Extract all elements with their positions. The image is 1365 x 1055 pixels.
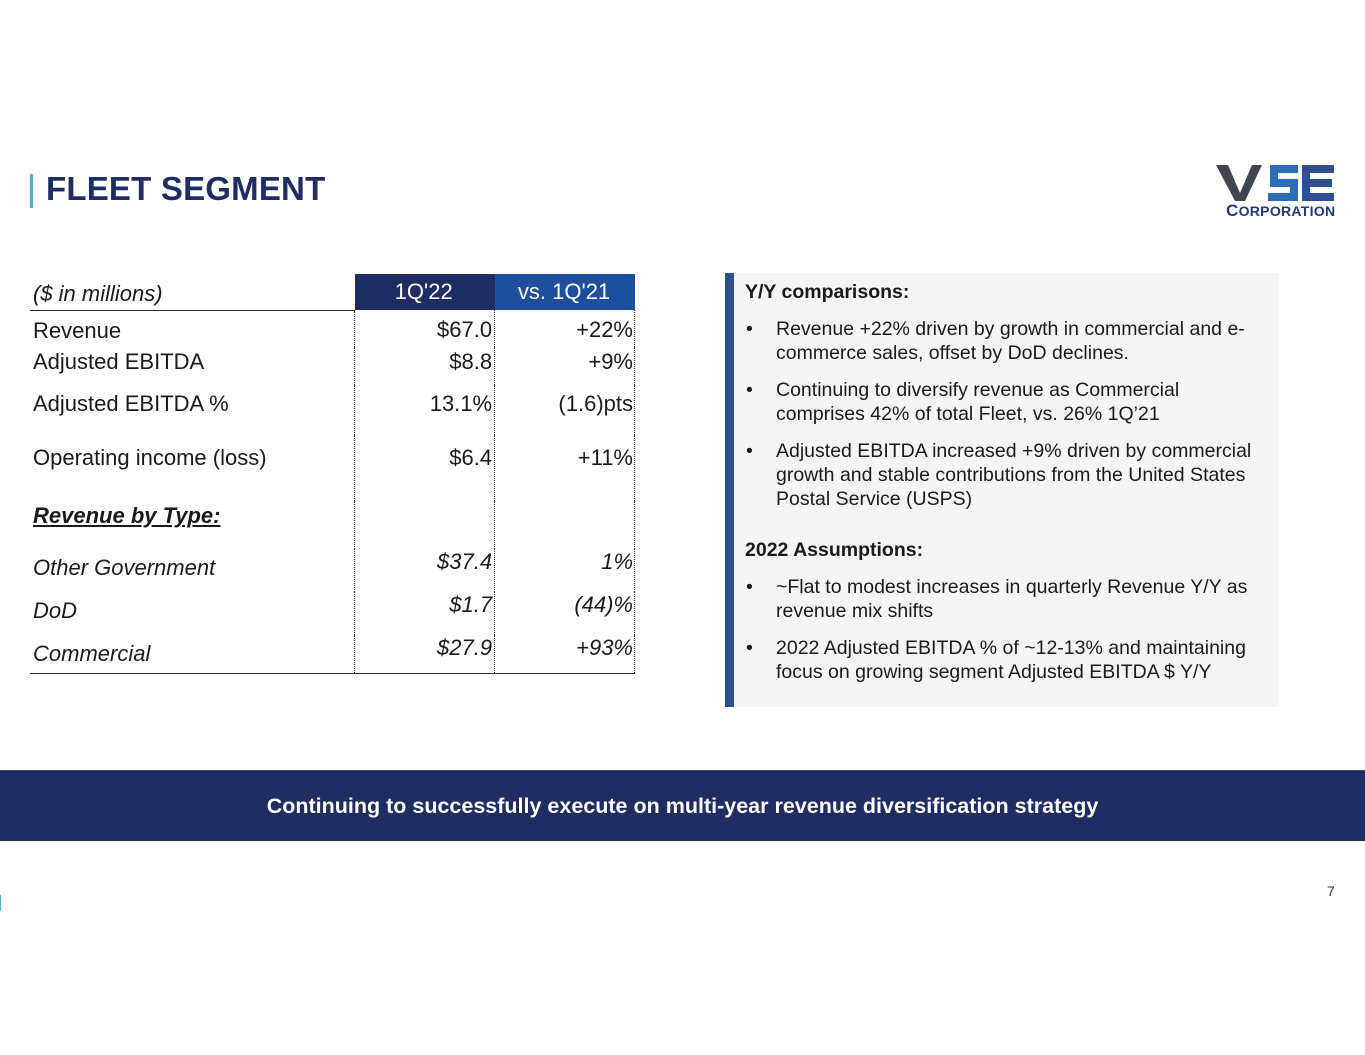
title-accent-bar [30,174,33,208]
key-message-banner: Continuing to successfully execute on multi-year revenue diversification strategy [0,770,1365,841]
bullet-icon: • [746,576,753,598]
row-value: $27.9 [355,635,495,673]
yy-comparisons-heading: Y/Y comparisons: [745,281,910,303]
table-row [30,347,635,385]
list-item: • Continuing to diversify revenue as Commercial comprises 42% of total Fleet, vs. 26% 1Q’21 [746,379,1180,425]
col-header-1q22: 1Q'22 [355,274,495,310]
table-header-row [30,274,635,310]
row-change: +9% [495,347,635,385]
row-change: +93% [495,635,635,673]
table-row [30,385,635,435]
financial-table [30,274,635,674]
list-item: • ~Flat to modest increases in quarterly Revenue Y/Y as revenue mix shifts [746,576,1248,622]
bullet-icon: • [746,379,753,401]
row-label: Adjusted EBITDA [33,349,205,374]
row-change: +22% [495,310,635,347]
revenue-by-type-label: Revenue by Type: [33,503,221,528]
col-header-vs-1q21: vs. 1Q'21 [495,274,635,310]
table-row [30,592,635,635]
table-row [30,310,635,347]
bullet-icon: • [746,637,753,659]
table-row [30,635,635,673]
row-label: Adjusted EBITDA % [33,391,229,416]
vse-logo [1214,163,1338,221]
row-label: Revenue [33,317,122,343]
row-change: (44)% [495,592,635,635]
page-title: FLEET SEGMENT [46,170,326,207]
list-item: • Adjusted EBITDA increased +9% driven by commercial growth and stable contributions from the United States Postal Service (USPS) [746,440,1252,510]
row-label: Commercial [30,635,355,673]
row-label: DoD [33,598,78,623]
row-value: $37.4 [355,549,495,592]
list-item: • 2022 Adjusted EBITDA % of ~12-13% and maintaining focus on growing segment Adjusted EBITDA $ Y/Y [746,637,1246,683]
row-value: $8.8 [355,347,495,385]
list-item: • Revenue +22% driven by growth in commercial and e-commerce sales, offset by DoD declines. [746,318,1245,364]
row-value: 13.1% [355,385,495,435]
row-value: $1.7 [355,592,495,635]
table-row [30,435,635,501]
edge-accent-mark [0,895,1,911]
row-label: Operating income (loss) [33,445,267,470]
row-value: $6.4 [355,435,495,501]
vse-logo-mark [1214,163,1338,203]
row-label: Other Government [33,555,216,580]
page-number: 7 [1327,883,1335,899]
row-change: 1% [495,549,635,592]
logo-corporation-text: CORPORATION [1226,201,1336,220]
section-row [30,501,635,549]
assumptions-heading: 2022 Assumptions: [745,539,924,561]
commentary-panel [725,273,1279,707]
table-row [30,549,635,592]
bullet-icon: • [746,440,753,462]
yy-bullet-list [745,317,1273,511]
unit-label: ($ in millions) [30,274,355,310]
row-change: +11% [495,435,635,501]
row-change: (1.6)pts [495,385,635,435]
bullet-icon: • [746,318,753,340]
row-value: $67.0 [355,310,495,347]
assumptions-bullet-list [745,575,1273,684]
